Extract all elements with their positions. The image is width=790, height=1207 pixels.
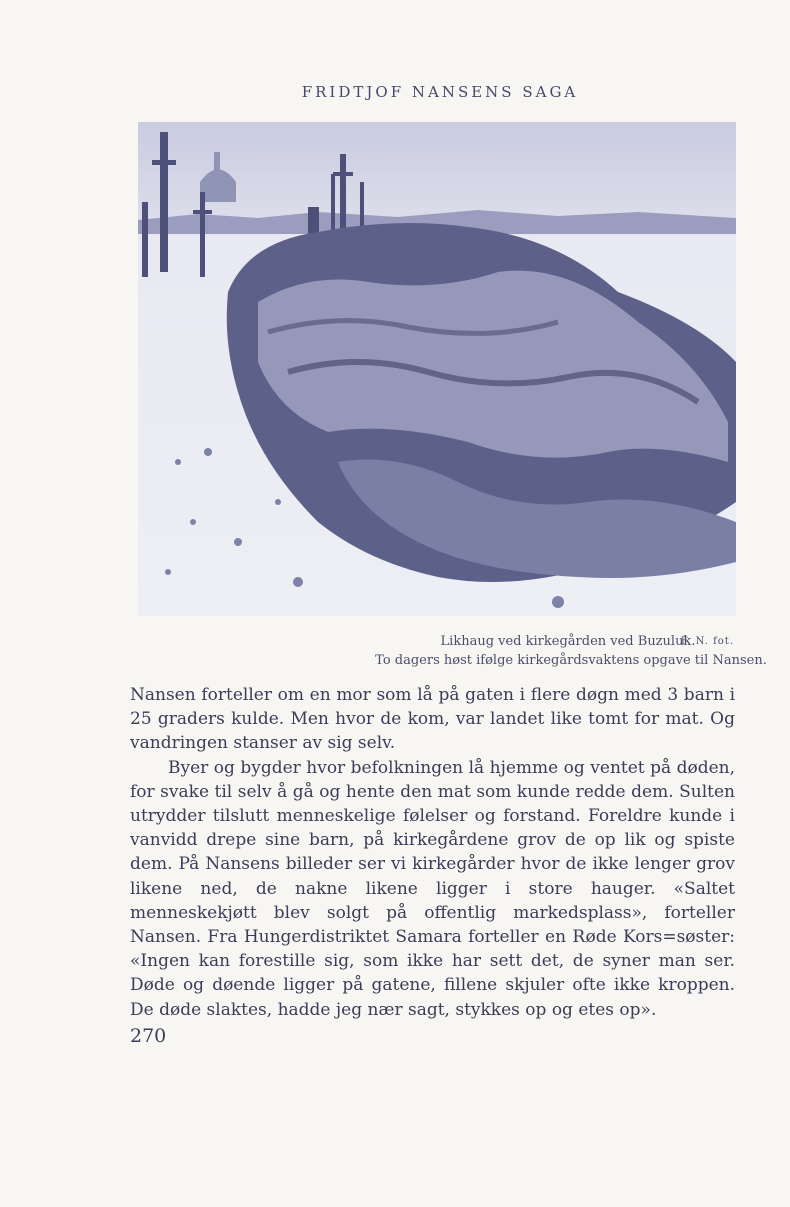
caption-line-1: Likhaug ved kirkegården ved Buzuluk. <box>440 634 696 649</box>
paragraph-1: Nansen forteller om en mor som lå på gaten i flere døgn med 3 barn i 25 graders kulde. Men hvor de kom, var landet like tomt for mat. Og vandringen stanser av sig selv. <box>130 685 735 754</box>
running-header: FRIDTJOF NANSENS SAGA <box>301 83 579 101</box>
figure-caption <box>138 634 767 674</box>
page-number: 270 <box>130 1025 167 1047</box>
paragraph-2: Byer og bygder hvor befolkningen lå hjemme og ventet på døden, for svake til selv å gå og hente den mat som kunde redde dem. Sulten utrydder tilslutt menneskelige følelser og forstand. Foreldre kunde i vanvidd drepe sine barn, på kirkegårdene grov de op lik og spiste dem. På Nansens billeder ser vi kirkegårder hvor de ikke lenger grov likene ned, de nakne likene ligger i store hauger. «Saltet menneskekjøtt blev solgt på offentlig markedsplass», forteller Nansen. Fra Hungerdistriktet Samara forteller en Røde Kors=søster: «Ingen kan forestille sig, som ikke har sett det, de syner man ser. Døde og døende ligger på gatene, fillene skjuler ofte ikke kroppen. De døde slaktes, hadde jeg nær sagt, stykkes op og etes op». <box>130 757 735 1020</box>
caption-line-2: To dagers høst ifølge kirkegårdsvaktens opgave til Nansen. <box>375 653 767 668</box>
body-text <box>130 683 735 1022</box>
photo-credit: F. N. fot. <box>680 636 734 647</box>
photograph <box>138 122 736 616</box>
